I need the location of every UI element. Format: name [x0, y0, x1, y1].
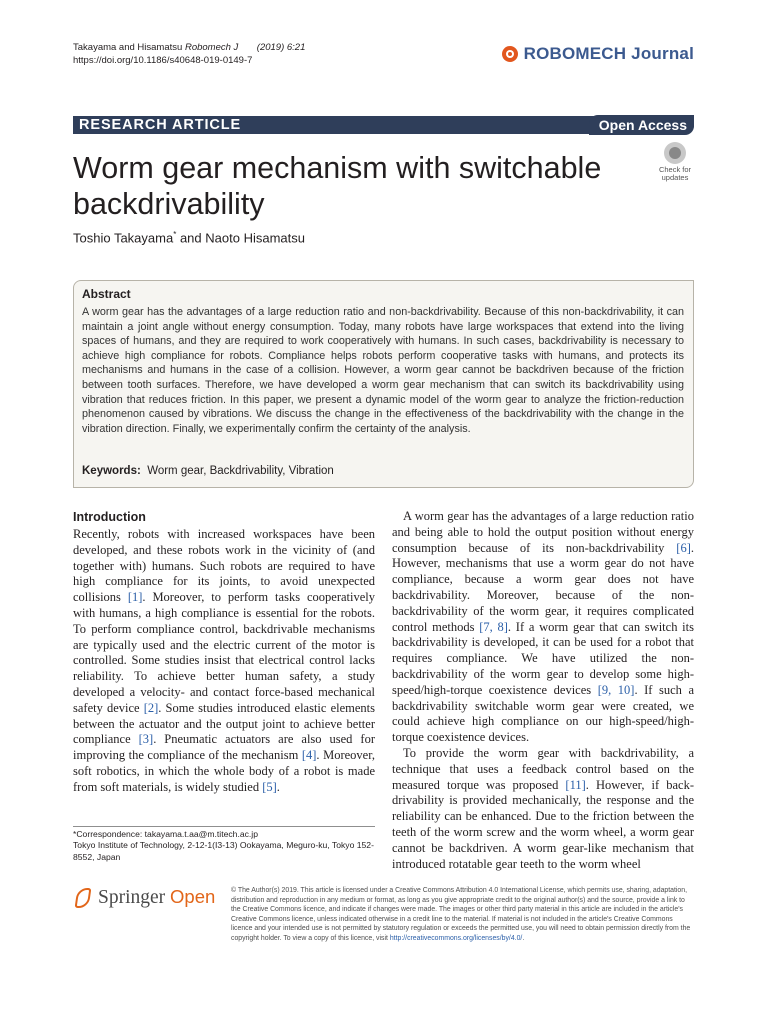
article-type: RESEARCH ARTICLE [79, 117, 242, 133]
footnote-divider [73, 826, 375, 827]
citation-year-volume: (2019) 6:21 [256, 42, 306, 53]
citation-link[interactable]: [5] [262, 779, 277, 794]
citation-link[interactable]: [1] [127, 590, 143, 605]
author-connector: and [176, 230, 206, 246]
paragraph-text: . [276, 779, 280, 794]
citation-link[interactable]: [2] [143, 700, 159, 715]
affiliation: Tokyo Institute of Technology, 2-12-1(I3-13) Ookayama, Meguro-ku, Tokyo 152-8552, Japan [73, 840, 374, 862]
left-column [73, 527, 375, 796]
springer-word: Springer [98, 887, 166, 908]
paragraph-text: . Some studies introduced elastic elements between the actuator and the output joint to achieve better compliance [73, 700, 375, 747]
license-body: © The Author(s) 2019. This article is licensed under a Creative Commons Attribution 4.0 International License, which permits use, sharing, adaptation, distribution and reproduction in any medium or format, as long as you give appropriate credit to the original author(s) and the source, provide a link to the Creative Commons licence, and indicate if changes were made. The images or other third party material in this article are included in the article's Creative Commons licence, unless indicated otherwise in a credit line to the material. If material is not included in the article's Creative Commons licence and your intended use is not permitted by statutory regulation or exceeds the permitted use, you will need to obtain permission directly from the copyright holder. To view a copy of this licence, visit [231, 887, 691, 942]
abstract-heading: Abstract [82, 287, 131, 301]
abstract-text: A worm gear has the advantages of a large reduction ratio and non-backdrivability. Because of this non-backdrivability, it can maintain a joint angle without energy consumption. Today, many robots have large workspaces that extend into the living spaces of humans, and they are required to work cooperatively with humans. In such cases, backdrivability is necessary to achieve high compliance for robots. Compliance helps robots perform cooperative tasks with humans, and protects its mechanisms and humans in the case of a collision. However, a worm gear cannot be backdriven because of the friction between tooth surfaces. Therefore, we have developed a worm gear mechanism that can switch its backdrivability using vibration that reduces friction. In this paper, we present a dynamic model of the worm gear to analyze the friction-reduction phenomenon caused by vibrations. We discuss the change in the effectiveness of the backdrivability with the change in the vibration direction. Finally, we experimentally confirm the certainty of the analysis. [82, 306, 684, 435]
right-column [392, 509, 694, 872]
citation-link[interactable]: [4] [301, 748, 317, 763]
check-for-updates[interactable] [655, 142, 695, 182]
intro-paragraph [73, 527, 375, 796]
license-link[interactable]: http://creativecommons.org/licenses/by/4.0/ [389, 934, 523, 942]
paragraph-text: A worm gear has the advantages of a large reduction ratio and being able to hold the output position without energy consumption because of its non-backdrivability [392, 509, 694, 555]
open-access-label: Open Access [589, 115, 694, 135]
springer-open-wordmark [98, 886, 215, 909]
paragraph-text: . Pneumatic actuators are also used for improving the compliance of the mechanism [73, 732, 375, 763]
author-name[interactable]: Naoto Hisamatsu [205, 230, 305, 246]
corresponding-mark: * [173, 230, 177, 239]
article-title: Worm gear mechanism with switchable backdrivability [73, 151, 602, 221]
citation-line [73, 42, 305, 55]
open-access-badge [589, 115, 694, 135]
keywords-list: Worm gear, Backdrivability, Vibration [147, 465, 334, 477]
paragraph-text: . If a worm gear that can switch its backdrivability is developed, it can be used for a robot that requires compliance. We have utilized the non-backdrivability of the worm gear to develop some high-speed/high-torque coexistence devices [392, 619, 694, 697]
journal-brand[interactable] [502, 44, 694, 64]
introduction-heading: Introduction [73, 510, 146, 524]
paragraph-text: . However, if back-drivability is provided mechanically, the response and the reliability can be enhanced. Due to the friction between the teeth of the worm screw and the worm wheel, a worm gear cannot be backdriven. A worm gear-like mechanism that introduced rotatable gear teeth to the worm wheel [392, 777, 694, 871]
keywords-label: Keywords: [82, 465, 141, 477]
article-type-wrap [73, 116, 241, 134]
paragraph-text: To provide the worm gear with backdrivability, a technique that uses a feedback control based on the measured torque was proposed [392, 745, 694, 792]
author-name[interactable]: Toshio Takayama [73, 230, 174, 246]
keywords-line [82, 465, 334, 477]
intro-paragraph [392, 509, 694, 746]
springer-horse-icon [73, 887, 93, 909]
paragraph-text: . If such a backdrivability switchable worm gear were created, we could achieve high compliance on our high-speed/high-torque coexistence devices. [392, 682, 694, 745]
citation-link[interactable]: [6] [676, 540, 691, 555]
author-list [73, 230, 305, 245]
citation-journal: Robomech J [184, 42, 239, 53]
citation-link[interactable]: [7, 8] [479, 619, 508, 634]
correspondence-email[interactable]: *Correspondence: takayama.t.aa@m.titech.ac.jp [73, 829, 258, 839]
robomech-logo-icon [502, 46, 518, 62]
footnote [73, 829, 375, 863]
paragraph-text: Recently, robots with increased workspaces have been developed, and these robots work in the vicinity of (and together with) humans. Such robots are required to have high compliance for its joints, to avoid unexpected collisions [73, 527, 375, 605]
check-updates-icon [664, 142, 686, 164]
open-word: Open [170, 886, 216, 907]
citation-link[interactable]: [3] [138, 732, 154, 747]
paragraph-text: . However, mechanisms that use a worm gear do not have compliance, because a worm gear does not have backdrivability. Moreover, because of the non-backdrivability of the worm gear, it requires complicated control methods [392, 540, 694, 634]
journal-brand-name: ROBOMECH Journal [523, 44, 694, 63]
license-end: . [522, 934, 525, 942]
check-updates-line1: Check for [658, 165, 692, 174]
paragraph-text: . Moreover, soft robotics, in which the whole body of a robot is made from soft materials, is widely studied [73, 748, 375, 794]
paragraph-text: . Moreover, to perform tasks cooperatively with humans, a high compliance is essential for the robots. To perform compliance control, backdrivable mechanisms are typically used and the electric current of the motor is controlled. Some studies insist that electrical control lacks reliability. To achieve better human safety, a study developed a velocity- and contact force-based mechanical safety device [73, 590, 375, 715]
intro-paragraph [392, 746, 694, 872]
citation-authors: Takayama and Hisamatsu [73, 42, 183, 53]
citation-link[interactable]: [9, 10] [597, 682, 635, 697]
doi-link[interactable]: https://doi.org/10.1186/s40648-019-0149-7 [73, 55, 253, 66]
springer-open-logo[interactable] [73, 886, 215, 909]
license-text [231, 886, 694, 944]
citation-link[interactable]: [11] [565, 777, 586, 792]
check-updates-line2: updates [661, 173, 689, 182]
